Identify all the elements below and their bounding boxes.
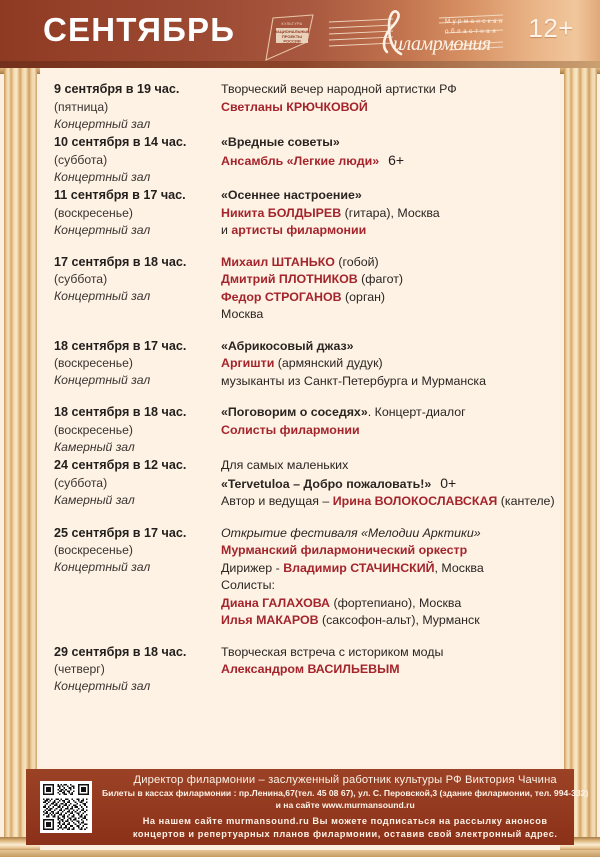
event-entry[interactable] [40,456,560,511]
svg-text:КУЛЬТУРА: КУЛЬТУРА [281,22,303,26]
event-description-block [221,524,554,630]
event-entry[interactable] [40,403,560,456]
event-datetime-block [54,337,221,390]
svg-text:РОССИИ: РОССИИ [283,38,301,44]
event-weekday: (воскресенье) [54,543,133,557]
event-description-line [221,187,554,205]
performer-name: Светланы КРЮЧКОВОЙ [221,99,368,114]
event-description-line [221,81,554,99]
svg-text:областная: областная [445,28,499,35]
performer-name: Солисты филармонии [221,422,360,437]
performer-name: Ирина ВОЛОКОСЛАВСКАЯ [332,494,498,508]
svg-text:ПРОЕКТЫ: ПРОЕКТЫ [281,34,303,39]
event-group [40,253,560,324]
age-rating-badge: 12+ [528,13,574,43]
description-text: «Tervetuloa – Добро пожаловать!» [221,476,432,491]
event-description-line [221,644,554,662]
decorative-column-left [0,0,40,857]
description-text: «Поговорим о соседях» [221,405,368,419]
event-date: 18 сентября в 18 час. [54,405,187,419]
event-description-line [221,289,554,307]
event-description-line [221,99,554,117]
event-date: 11 сентября в 17 час. [54,188,186,202]
event-weekday: (суббота) [54,272,108,286]
svg-text:иламрмония: иламрмония [393,33,491,55]
subscribe-line-2: концертов и репертуарных планов филармонии, оставив свой электронный адрес. [132,829,558,839]
event-description-line [221,525,554,543]
description-text: (гобой) [334,254,379,269]
event-description-block [221,80,554,116]
event-venue: Концертный зал [54,373,151,387]
event-entry[interactable] [40,80,560,133]
description-text: Дирижер - [221,560,284,575]
event-group [40,403,560,511]
event-entry[interactable] [40,524,560,630]
event-description-line [221,134,554,152]
event-description-line [221,222,554,240]
description-text: «Вредные советы» [221,135,340,149]
event-datetime-block [54,253,221,306]
event-datetime-block [54,80,221,133]
event-date: 9 сентября в 19 час. [54,82,180,96]
event-group [40,337,560,391]
svg-text:Мурманская: Мурманская [445,18,505,25]
event-description-line [221,493,554,511]
event-datetime-block [54,403,221,456]
event-datetime-block [54,643,221,696]
description-text: . Концерт-диалог [367,405,466,419]
event-venue: Концертный зал [54,222,151,237]
event-date: 25 сентября в 17 час. [54,525,187,540]
event-description-line [221,152,554,171]
event-description-block [221,403,554,439]
event-description-line [221,254,554,272]
event-description-line [221,404,554,422]
tickets-line: Билеты в кассах филармонии : пр.Ленина,67(тел. 45 08 67), ул. С. Перовской,3 (здание филармонии, тел. 994-332) [102,788,589,798]
event-weekday: (воскресенье) [54,205,133,220]
description-text: Творческий вечер народной артистки РФ [221,82,457,96]
description-text: музыканты из Санкт-Петербурга и Мурманска [221,373,486,388]
description-text: Автор и ведущая – [221,494,333,508]
website-line: и на сайте www.murmansound.ru [275,799,415,810]
event-description-line [221,560,554,578]
performer-name: Мурманский филармонический оркестр [221,543,468,557]
philharmonic-logo [327,6,507,66]
performer-name: артисты филармонии [231,223,367,237]
event-date: 18 сентября в 17 час. [54,338,187,353]
decorative-column-right [560,0,600,857]
description-text: (фагот) [357,272,404,286]
description-text: (армянский дудук) [274,356,383,370]
event-datetime-block [54,524,221,577]
event-entry[interactable] [40,186,560,240]
event-venue: Концертный зал [54,560,151,574]
event-description-line [221,422,554,440]
description-text: (саксофон-альт), Мурманск [318,613,480,627]
event-description-block [221,456,554,511]
event-entry[interactable] [40,337,560,391]
description-text: Солисты: [221,578,275,592]
description-text: Открытие фестиваля «Мелодии Арктики» [221,525,481,540]
description-text: «Осеннее настроение» [221,188,362,202]
poster-header [0,0,600,68]
event-description-line [221,338,554,356]
age-rating-badge: 0+ [440,474,457,491]
description-text: (фортепиано), Москва [330,595,462,610]
description-text: (гитара), Москва [341,205,440,220]
performer-name: Никита БОЛДЫРЕВ [221,205,342,220]
event-weekday: (пятница) [54,99,109,114]
event-datetime-block [54,456,221,509]
event-group [40,524,560,630]
performer-name: Диана ГАЛАХОВА [221,595,330,610]
event-venue: Концертный зал [54,289,151,303]
age-rating-badge: 6+ [388,151,405,168]
national-project-culture-logo [263,12,319,64]
performer-name: Дмитрий ПЛОТНИКОВ [221,272,358,286]
description-text: Творческая встреча с историком моды [221,644,444,659]
event-description-block [221,133,554,170]
column-shaft-right [564,62,597,839]
column-shaft-left [4,62,37,839]
event-entry[interactable] [40,643,560,696]
event-description-line [221,373,554,391]
event-weekday: (четверг) [54,662,105,676]
event-description-line [221,595,554,613]
event-description-line [221,475,554,494]
event-description-line [221,457,554,475]
event-date: 24 сентября в 12 час. [54,458,187,472]
event-datetime-block [54,133,221,186]
event-description-block [221,337,554,391]
performer-name: Аргишти [221,356,275,370]
footer-text-block [92,773,594,841]
event-group [40,80,560,240]
event-description-line [221,306,554,324]
event-entry[interactable] [40,133,560,186]
event-weekday: (суббота) [54,152,108,167]
performer-name: Ансамбль «Легкие люди» [221,153,380,168]
description-text: и [221,223,232,237]
event-description-line [221,271,554,289]
event-date: 10 сентября в 14 час. [54,135,187,149]
event-description-block [221,186,554,240]
performer-name: Владимир СТАЧИНСКИЙ [283,560,435,575]
performer-name: Михаил ШТАНЬКО [221,254,335,269]
event-venue: Концертный зал [54,116,151,131]
program-list [40,68,560,767]
performer-name: Александром ВАСИЛЬЕВЫМ [221,662,400,676]
page-title: СЕНТЯБРЬ [43,11,236,48]
event-description-line [221,577,554,595]
event-date: 17 сентября в 18 час. [54,254,187,269]
event-entry[interactable] [40,253,560,324]
event-description-block [221,643,554,679]
event-description-line [221,661,554,679]
event-datetime-block [54,186,221,239]
event-venue: Концертный зал [54,169,151,184]
description-text: «Абрикосовый джаз» [221,338,354,353]
event-venue: Камерный зал [54,492,135,507]
description-text: , Москва [434,560,484,575]
description-text: Для самых маленьких [221,458,349,472]
frame-bottom-strip [0,850,600,857]
description-text: (орган) [341,289,386,304]
event-weekday: (воскресенье) [54,422,133,437]
event-group [40,643,560,696]
event-date: 29 сентября в 18 час. [54,644,187,659]
subscribe-line-1: На нашем сайте murmansound.ru Вы можете подписаться на рассылку анонсов [142,816,548,826]
qr-code[interactable] [40,781,92,833]
event-description-line [221,205,554,223]
event-description-block [221,253,554,324]
event-weekday: (суббота) [54,475,108,490]
event-description-line [221,612,554,630]
director-line: Директор филармонии – заслуженный работник культуры РФ Виктория Чачина [133,774,557,786]
poster-footer [26,769,589,845]
description-text: Москва [221,307,264,321]
event-weekday: (воскресенье) [54,356,133,370]
event-description-line [221,542,554,560]
event-venue: Концертный зал [54,679,151,693]
description-text: (кантеле) [497,494,555,508]
performer-name: Илья МАКАРОВ [221,613,319,627]
performer-name: Федор СТРОГАНОВ [221,289,342,304]
event-venue: Камерный зал [54,439,135,454]
event-description-line [221,355,554,373]
svg-text:НАЦИОНАЛЬНЫЕ: НАЦИОНАЛЬНЫЕ [274,29,310,34]
